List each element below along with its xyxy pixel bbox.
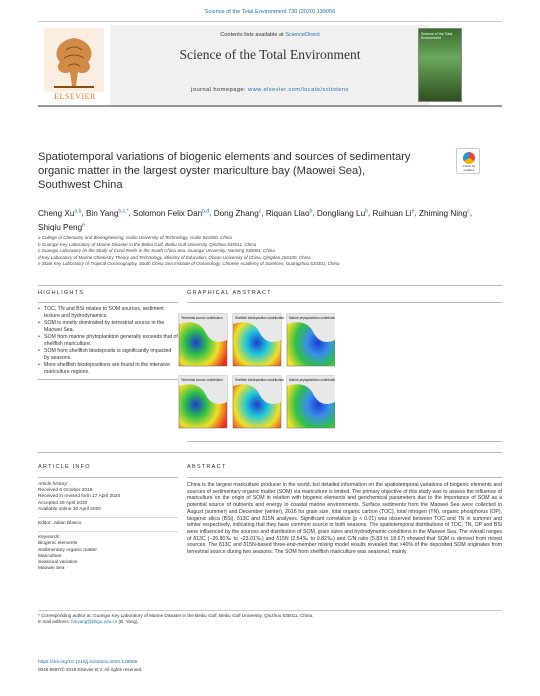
keyword[interactable]: Sedimentary organic matter — [38, 547, 97, 553]
graphical-abstract-image[interactable] — [173, 310, 335, 434]
abstract-text: China is the largest mariculture producer in the world, but detailed information on the spatiotemporal variations of biogenic elements and sources of sedimentary organic matter (SOM) via mariculture is limited. The primary objective of this study was to assess the influence of mariculture on the origin of SOM in relation with biogenic elements and geochemical parameters due to the importance of SOM as a potential source of nutrients and energy in coastal marine environments. Surface sediments from the Maowei Sea were collected in August (summer) and December (winter), 2016 for grain size, total organic carbon (TOC), total nitrogen (TN), organic phosphorus (OP), biogenic silica (BSi), δ13C and δ15N analyses. Significant correlation (p < 0.01) was observed between TOC and TN in summer and winter respectively, indicating that they have common source in both seasons. The spatiotemporal distributions of TOC, TN, OP and BSi were influenced by the sources and distribution of SOM, grain sizes and hydrodynamic conditions in the Maowei Sea. The overall ranges of δ13C (−26.80‰ to −23.01‰) and δ15N (2.54‰ to 9.82‰) and C/N ratio (5.83 to 18.67) showed that SOM is derived from mixed sources. The δ13C and δ15N-based three-end-member mixing model results revealed that >40% of the deposited SOM originates from terrestrial source during two seasons. The SOM from shellfish mariculture was seasonal, mainly — [187, 477, 502, 556]
author[interactable]: Dong Zhang$^c$ — [213, 208, 262, 218]
check-updates-label: Check for updates — [462, 164, 476, 172]
email-link[interactable]: binyang@bbgu.edu.cn — [71, 619, 118, 625]
highlight-item: • SOM from marine phytoplankton generally exceeds that of shellfish mariculture. — [38, 334, 178, 347]
affiliation: c Guangxi Laboratory on the Study of Coral Reefs in the South China Sea, Guangxi University, Nanning 530004, China — [38, 248, 275, 254]
affiliation: e State Key Laboratory of Tropical Oceanography, South China Sea Institute of Oceanology, Chinese Academy of Sciences, Guangzhou 510301, China — [38, 261, 340, 267]
graphical-abstract-heading: GRAPHICAL ABSTRACT — [187, 290, 272, 296]
homepage-prefix: journal homepage: — [191, 87, 248, 93]
history-label: Article history: — [38, 482, 69, 487]
affiliation: b Guangxi Key Laboratory of Marine Disaster in the Beibu Gulf, Beibu Gulf University, Qinzhou 535011, China — [38, 241, 257, 247]
divider — [38, 285, 502, 286]
contents-prefix: Contents lists available at — [220, 32, 286, 38]
panel-label: Terrestrial source contribution — [181, 316, 223, 320]
check-updates-icon — [463, 152, 475, 164]
highlight-item: • TOC, TN and BSi relates to SOM sources, sediment texture and hydrodynamics. — [38, 306, 178, 319]
author[interactable]: Shiqiu Peng$^e$ — [38, 222, 85, 233]
keyword[interactable]: Mariculture — [38, 553, 62, 559]
keyword[interactable]: Seasonal variation — [38, 560, 78, 566]
journal-title[interactable]: Science of the Total Environment — [179, 47, 361, 62]
affiliation: a College of Chemistry and Bioengineering, Guilin University of Technology, Guilin 541000, China — [38, 235, 232, 240]
homepage-line — [110, 87, 430, 93]
separator — [38, 527, 178, 532]
highlights-list — [38, 302, 178, 380]
footnote-divider — [38, 610, 502, 611]
panel-label: Terrestrial source contribution — [181, 378, 223, 382]
history-line: Received 6 October 2019 — [38, 488, 93, 494]
email-line: E-mail address: binyang@bbgu.edu.cn (B. Yang). — [38, 619, 139, 625]
abstract-heading: ABSTRACT — [187, 464, 227, 470]
graphical-abstract-maps — [173, 310, 335, 434]
article-info — [38, 477, 178, 572]
keyword[interactable]: Biogenic elements — [38, 541, 78, 547]
contents-line — [110, 32, 430, 38]
author[interactable]: Cheng Xu$^{a,b}$ — [38, 208, 82, 218]
highlights-heading: HIGHLIGHTS — [38, 290, 85, 296]
cover-title: Science of the Total Environment — [421, 32, 453, 41]
keywords-label: Keywords: — [38, 535, 61, 541]
history-line: Received in revised form 17 April 2020 — [38, 494, 121, 500]
check-for-updates-badge[interactable] — [456, 148, 480, 174]
paper-title: Spatiotemporal variations of biogenic elements and sources of sedimentary organic matter in the largest oyster mariculture bay (Maowei Sea), Southwest China — [38, 151, 411, 191]
history-line: Available online 30 April 2020 — [38, 506, 101, 512]
journal-citation[interactable]: Science of the Total Environment 730 (2020) 139056 — [204, 9, 336, 15]
doi-link[interactable]: https://doi.org/10.1016/j.scitotenv.2020.139056 — [38, 660, 138, 665]
issn-copyright: 0048-9697/© 2018 Elsevier B.V. All rights reserved. — [38, 667, 143, 672]
article-info-heading: ARTICLE INFO — [38, 464, 91, 470]
panel-label: Marine phytoplankton contribution — [289, 316, 335, 320]
panel-label: Shellfish biodeposition contribution — [235, 316, 285, 320]
corresponding-author-note: * Corresponding author at: Guangxi Key Laboratory of Marine Disaster in the Beibu Gulf, Beibu Gulf University, Qinzhou 535011, China. — [38, 613, 314, 618]
highlight-item: • SOM is mostly dominated by terrestrial source in the Maowei Sea. — [38, 320, 178, 333]
affiliation: d Key Laboratory of Marine Chemistry Theory and Technology, Ministry of Education, Ocean University of China, Qingdao 266100, China — [38, 254, 311, 260]
footnote — [38, 613, 502, 625]
sciencedirect-link[interactable]: ScienceDirect — [285, 32, 320, 38]
author[interactable]: Zhiming Ning$^c$ — [418, 208, 470, 218]
author[interactable]: Riquan Liao$^b$ — [265, 208, 313, 218]
homepage-link[interactable]: www.elsevier.com/locate/scitotenv — [248, 87, 349, 93]
elsevier-tree-logo — [44, 28, 104, 92]
elsevier-wordmark: ELSEVIER — [54, 92, 96, 101]
masthead — [110, 25, 430, 105]
affiliations — [38, 235, 498, 268]
separator — [38, 513, 178, 518]
highlight-item: • SOM from shellfish biodeposits is significantly impacted by seasons. — [38, 348, 178, 361]
history-line: Accepted 26 April 2020 — [38, 500, 88, 506]
author[interactable]: Dongliang Lu$^b$ — [316, 208, 368, 218]
author-list: Cheng Xu$^{a,b}$, Bin Yang$^{b,c,*}$, Solomon Felix Dan$^{b,d}$, Dong Zhang$^c$, Riquan Liao$^b$, Dongliang Lu$^b$, Ruihuan Li$^e$, Zhiming Ning$^c$, Shiqiu Peng$^e$ — [38, 208, 472, 233]
author[interactable]: Ruihuan Li$^e$ — [372, 208, 415, 218]
editor-line: Editor: Julian Blasco — [38, 521, 82, 527]
author[interactable]: Solomon Felix Dan$^{b,d}$ — [133, 208, 210, 218]
panel-label: Marine phytoplankton contribution — [289, 378, 335, 382]
highlight-item: • More shellfish biodepositions are found in the intensive mariculture regions. — [38, 362, 178, 375]
divider — [38, 452, 502, 453]
journal-cover-image — [418, 28, 462, 102]
author[interactable]: Bin Yang$^{b,c,*}$ — [85, 208, 129, 218]
panel-label: Shellfish biodeposition contribution — [235, 378, 285, 382]
keyword[interactable]: Maowei Sea — [38, 566, 65, 572]
